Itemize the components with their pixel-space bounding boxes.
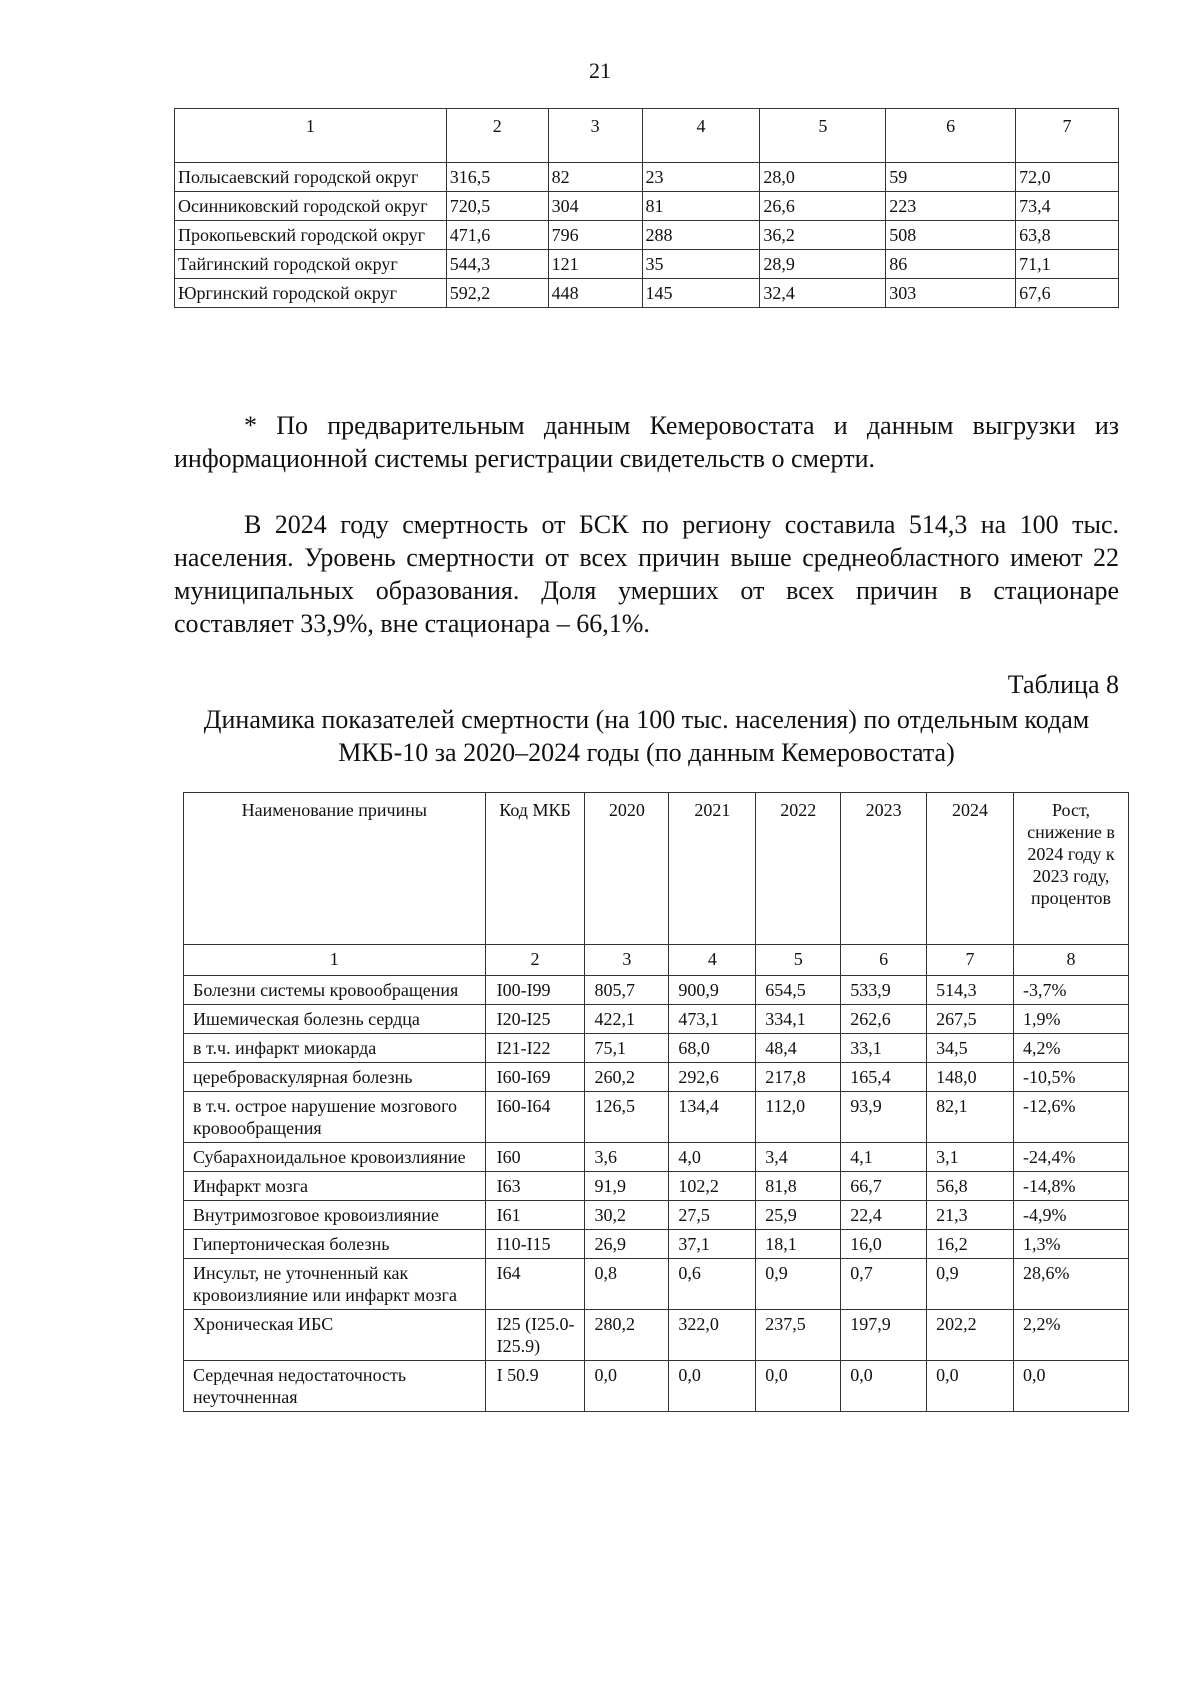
icd-code-cell: I60-I64 — [485, 1092, 585, 1143]
table-row — [175, 221, 1119, 250]
icd-code-cell: I21-I22 — [485, 1034, 585, 1063]
table-cell: 121 — [548, 250, 642, 279]
column-header: 3 — [548, 109, 642, 163]
table-title: Динамика показателей смертности (на 100 тыс. населения) по отдельным кодам МКБ-10 за 2020–2024 годы (по данным Кемеровостата) — [203, 705, 1090, 767]
row-label-cell: Тайгинский городской округ — [175, 250, 447, 279]
table-cell: 71,1 — [1016, 250, 1119, 279]
cause-name-cell: Сердечная недостаточность неуточненная — [184, 1361, 486, 1412]
table-cell: 82 — [548, 163, 642, 192]
value-cell: 0,0 — [756, 1361, 841, 1412]
value-cell: 25,9 — [756, 1201, 841, 1230]
table-cell: 23 — [642, 163, 760, 192]
column-header: 5 — [760, 109, 886, 163]
icd-code-cell: I64 — [485, 1259, 585, 1310]
value-cell: 37,1 — [669, 1230, 756, 1259]
table-row — [175, 279, 1119, 308]
cause-name-cell: Субарахноидальное кровоизлияние — [184, 1143, 486, 1172]
column-header: 7 — [1016, 109, 1119, 163]
value-cell: 334,1 — [756, 1005, 841, 1034]
table-row — [184, 1361, 1129, 1412]
table-cell: 508 — [886, 221, 1016, 250]
table-row — [184, 1172, 1129, 1201]
value-cell: 93,9 — [841, 1092, 927, 1143]
table-cell: 67,6 — [1016, 279, 1119, 308]
icd-code-cell: I61 — [485, 1201, 585, 1230]
value-cell: 4,2% — [1014, 1034, 1129, 1063]
value-cell: 16,2 — [927, 1230, 1014, 1259]
column-header: 6 — [886, 109, 1016, 163]
value-cell: 0,6 — [669, 1259, 756, 1310]
column-number-row — [184, 945, 1129, 976]
column-number: 5 — [756, 945, 841, 976]
value-cell: 292,6 — [669, 1063, 756, 1092]
column-number: 2 — [485, 945, 585, 976]
value-cell: 422,1 — [585, 1005, 669, 1034]
value-cell: 112,0 — [756, 1092, 841, 1143]
value-cell: 21,3 — [927, 1201, 1014, 1230]
value-cell: 514,3 — [927, 976, 1014, 1005]
value-cell: 533,9 — [841, 976, 927, 1005]
cause-name-cell: Хроническая ИБС — [184, 1310, 486, 1361]
body-paragraph: В 2024 году смертность от БСК по региону составила 514,3 на 100 тыс. населения. Уровень смертности от всех причин выше среднеобластного имеют 22 муниципальных образования. Доля умерших от всех причин в стационаре составляет 33,9%, вне стационара – 66,1%. — [174, 510, 1119, 638]
column-header: Наименование причины — [184, 793, 486, 945]
value-cell: 165,4 — [841, 1063, 927, 1092]
column-number: 3 — [585, 945, 669, 976]
table-cell: 288 — [642, 221, 760, 250]
value-cell: 217,8 — [756, 1063, 841, 1092]
value-cell: 18,1 — [756, 1230, 841, 1259]
table-cell: 544,3 — [446, 250, 548, 279]
table-row — [175, 250, 1119, 279]
value-cell: 0,0 — [669, 1361, 756, 1412]
value-cell: 66,7 — [841, 1172, 927, 1201]
table-cell: 304 — [548, 192, 642, 221]
value-cell: 805,7 — [585, 976, 669, 1005]
table-cell: 28,0 — [760, 163, 886, 192]
value-cell: 56,8 — [927, 1172, 1014, 1201]
value-cell: 91,9 — [585, 1172, 669, 1201]
value-cell: 262,6 — [841, 1005, 927, 1034]
footnote: * По предварительным данным Кемеровостата и данным выгрузки из информационной системы регистрации свидетельств о смерти. — [174, 411, 1119, 473]
table-cell: 471,6 — [446, 221, 548, 250]
table-cell: 32,4 — [760, 279, 886, 308]
value-cell: 4,0 — [669, 1143, 756, 1172]
value-cell: 1,3% — [1014, 1230, 1129, 1259]
value-cell: 3,1 — [927, 1143, 1014, 1172]
value-cell: 267,5 — [927, 1005, 1014, 1034]
table-row — [184, 1034, 1129, 1063]
value-cell: 0,0 — [585, 1361, 669, 1412]
value-cell: 68,0 — [669, 1034, 756, 1063]
value-cell: 48,4 — [756, 1034, 841, 1063]
value-cell: 0,9 — [927, 1259, 1014, 1310]
row-label-cell: Осинниковский городской округ — [175, 192, 447, 221]
column-header: 2020 — [585, 793, 669, 945]
column-header: Рост, снижение в 2024 году к 2023 году, процентов — [1014, 793, 1129, 945]
table-row — [184, 1230, 1129, 1259]
table-row — [184, 976, 1129, 1005]
table-row — [184, 1201, 1129, 1230]
value-cell: 75,1 — [585, 1034, 669, 1063]
table-cell: 303 — [886, 279, 1016, 308]
mortality-dynamics-table — [183, 792, 1129, 1412]
icd-code-cell: I 50.9 — [485, 1361, 585, 1412]
value-cell: 197,9 — [841, 1310, 927, 1361]
cause-name-cell: в т.ч. инфаркт миокарда — [184, 1034, 486, 1063]
value-cell: 22,4 — [841, 1201, 927, 1230]
value-cell: 27,5 — [669, 1201, 756, 1230]
table2-body — [184, 793, 1129, 1412]
value-cell: 102,2 — [669, 1172, 756, 1201]
table-row — [184, 1092, 1129, 1143]
value-cell: 81,8 — [756, 1172, 841, 1201]
row-label-cell: Юргинский городской округ — [175, 279, 447, 308]
value-cell: 3,6 — [585, 1143, 669, 1172]
value-cell: 280,2 — [585, 1310, 669, 1361]
value-cell: 33,1 — [841, 1034, 927, 1063]
icd-code-cell: I60 — [485, 1143, 585, 1172]
table-row — [184, 1259, 1129, 1310]
value-cell: 900,9 — [669, 976, 756, 1005]
value-cell: 0,0 — [1014, 1361, 1129, 1412]
table-cell: 86 — [886, 250, 1016, 279]
table-row — [184, 1005, 1129, 1034]
table-cell: 448 — [548, 279, 642, 308]
icd-code-cell: I00-I99 — [485, 976, 585, 1005]
table-cell: 26,6 — [760, 192, 886, 221]
column-header: 2024 — [927, 793, 1014, 945]
row-label-cell: Полысаевский городской округ — [175, 163, 447, 192]
table-row — [184, 1310, 1129, 1361]
table-row — [175, 163, 1119, 192]
cause-name-cell: в т.ч. острое нарушение мозгового кровообращения — [184, 1092, 486, 1143]
value-cell: 134,4 — [669, 1092, 756, 1143]
column-header: 2023 — [841, 793, 927, 945]
value-cell: 0,8 — [585, 1259, 669, 1310]
value-cell: 26,9 — [585, 1230, 669, 1259]
table-cell: 145 — [642, 279, 760, 308]
value-cell: 0,0 — [841, 1361, 927, 1412]
value-cell: -3,7% — [1014, 976, 1129, 1005]
municipal-mortality-table — [174, 108, 1119, 308]
table-cell: 59 — [886, 163, 1016, 192]
column-number: 1 — [184, 945, 486, 976]
value-cell: 30,2 — [585, 1201, 669, 1230]
value-cell: 82,1 — [927, 1092, 1014, 1143]
value-cell: 28,6% — [1014, 1259, 1129, 1310]
column-header: 2 — [446, 109, 548, 163]
column-number: 6 — [841, 945, 927, 976]
value-cell: 654,5 — [756, 976, 841, 1005]
column-number: 7 — [927, 945, 1014, 976]
value-cell: 0,0 — [927, 1361, 1014, 1412]
table-header-row — [175, 109, 1119, 163]
value-cell: 0,7 — [841, 1259, 927, 1310]
table-row — [184, 1063, 1129, 1092]
table-cell: 81 — [642, 192, 760, 221]
value-cell: 16,0 — [841, 1230, 927, 1259]
value-cell: 2,2% — [1014, 1310, 1129, 1361]
value-cell: 0,9 — [756, 1259, 841, 1310]
value-cell: -12,6% — [1014, 1092, 1129, 1143]
icd-code-cell: I20-I25 — [485, 1005, 585, 1034]
column-number: 8 — [1014, 945, 1129, 976]
table-cell: 796 — [548, 221, 642, 250]
icd-code-cell: I60-I69 — [485, 1063, 585, 1092]
value-cell: 34,5 — [927, 1034, 1014, 1063]
column-header: 4 — [642, 109, 760, 163]
value-cell: -10,5% — [1014, 1063, 1129, 1092]
value-cell: -14,8% — [1014, 1172, 1129, 1201]
table-cell: 73,4 — [1016, 192, 1119, 221]
value-cell: 473,1 — [669, 1005, 756, 1034]
cause-name-cell: Ишемическая болезнь сердца — [184, 1005, 486, 1034]
column-number: 4 — [669, 945, 756, 976]
column-header: 2021 — [669, 793, 756, 945]
column-header: Код МКБ — [485, 793, 585, 945]
cause-name-cell: Болезни системы кровообращения — [184, 976, 486, 1005]
value-cell: 1,9% — [1014, 1005, 1129, 1034]
cause-name-cell: Гипертоническая болезнь — [184, 1230, 486, 1259]
table-cell: 63,8 — [1016, 221, 1119, 250]
value-cell: 126,5 — [585, 1092, 669, 1143]
table-header-row — [184, 793, 1129, 945]
column-header: 1 — [175, 109, 447, 163]
value-cell: 4,1 — [841, 1143, 927, 1172]
table-row — [184, 1143, 1129, 1172]
table-cell: 36,2 — [760, 221, 886, 250]
cause-name-cell: цереброваскулярная болезнь — [184, 1063, 486, 1092]
value-cell: -24,4% — [1014, 1143, 1129, 1172]
table-cell: 316,5 — [446, 163, 548, 192]
value-cell: 3,4 — [756, 1143, 841, 1172]
table-cell: 720,5 — [446, 192, 548, 221]
row-label-cell: Прокопьевский городской округ — [175, 221, 447, 250]
icd-code-cell: I10-I15 — [485, 1230, 585, 1259]
cause-name-cell: Внутримозговое кровоизлияние — [184, 1201, 486, 1230]
table-cell: 592,2 — [446, 279, 548, 308]
column-header: 2022 — [756, 793, 841, 945]
table-cell: 223 — [886, 192, 1016, 221]
table-cell: 72,0 — [1016, 163, 1119, 192]
value-cell: 148,0 — [927, 1063, 1014, 1092]
page-number: 21 — [589, 58, 611, 83]
value-cell: -4,9% — [1014, 1201, 1129, 1230]
table-cell: 35 — [642, 250, 760, 279]
cause-name-cell: Инсульт, не уточненный как кровоизлияние или инфаркт мозга — [184, 1259, 486, 1310]
table-row — [175, 192, 1119, 221]
value-cell: 237,5 — [756, 1310, 841, 1361]
icd-code-cell: I25 (I25.0-I25.9) — [485, 1310, 585, 1361]
table-cell: 28,9 — [760, 250, 886, 279]
value-cell: 260,2 — [585, 1063, 669, 1092]
icd-code-cell: I63 — [485, 1172, 585, 1201]
table-label: Таблица 8 — [1007, 670, 1119, 699]
table1-body — [175, 109, 1119, 308]
cause-name-cell: Инфаркт мозга — [184, 1172, 486, 1201]
value-cell: 202,2 — [927, 1310, 1014, 1361]
value-cell: 322,0 — [669, 1310, 756, 1361]
